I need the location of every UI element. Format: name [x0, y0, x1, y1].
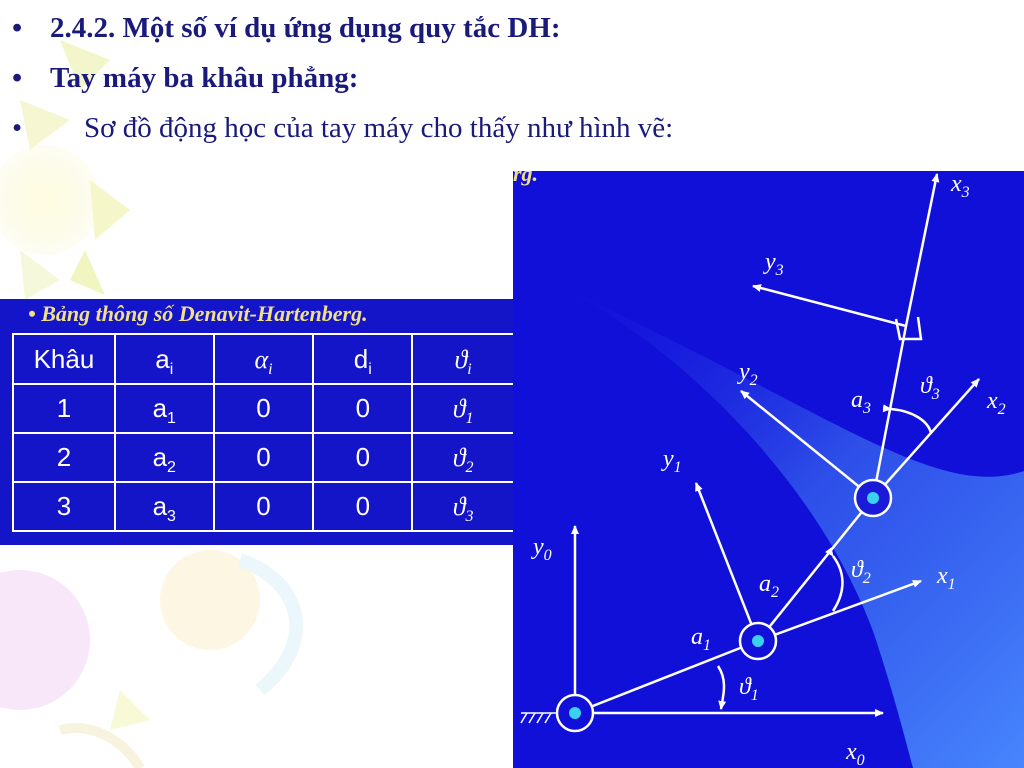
header-khau: Khâu [13, 334, 115, 384]
cell-khau: 2 [13, 433, 115, 482]
label-x0: $x_0$ [846, 739, 865, 768]
table-header-row [13, 334, 514, 384]
label-x3: $x_3$ [951, 171, 970, 201]
label-theta1: $ϑ_1$ [739, 674, 759, 704]
joint-base [557, 695, 593, 731]
kinematic-diagram [513, 171, 1024, 768]
cell-a: $a_3$ [115, 482, 214, 531]
bullet-marker: • [12, 62, 23, 94]
cell-d: 0 [313, 482, 412, 531]
label-y3: $y_3$ [765, 249, 784, 279]
label-a3: $a_3$ [851, 387, 871, 417]
dh-table-title: • Bảng thông số Denavit-Hartenberg. [28, 301, 368, 326]
label-x1: $x_1$ [937, 563, 956, 593]
cell-a: $a_1$ [115, 384, 214, 433]
cell-d: 0 [313, 433, 412, 482]
label-y0: $y_0$ [533, 534, 552, 564]
decorative-flower-bottom [0, 550, 296, 768]
cell-alpha: 0 [214, 384, 314, 433]
label-a1: $a_1$ [691, 624, 711, 654]
header-alpha: $\alpha_i$ [214, 334, 314, 384]
cropped-title-fragment: rg. [513, 171, 539, 186]
table-row [13, 384, 514, 433]
joint-1 [740, 623, 776, 659]
label-theta3: $ϑ_3$ [920, 373, 940, 403]
cell-khau: 1 [13, 384, 115, 433]
cell-theta: $ϑ_3$ [412, 482, 514, 531]
table-row [13, 482, 514, 531]
cell-alpha: 0 [214, 433, 314, 482]
joint-2 [855, 480, 891, 516]
label-y2: $y_2$ [739, 359, 758, 389]
table-row [13, 433, 514, 482]
header-a: $a_i$ [115, 334, 214, 384]
cell-theta: $ϑ_1$ [412, 384, 514, 433]
cell-a: $a_2$ [115, 433, 214, 482]
label-theta2: $ϑ_2$ [851, 557, 871, 587]
dh-table-panel [0, 299, 515, 545]
label-a2: $a_2$ [759, 571, 779, 601]
dh-parameter-table [12, 333, 515, 532]
bullet-marker: • [12, 12, 23, 44]
label-x2: $x_2$ [987, 388, 1006, 418]
description-text: Sơ đồ động học của tay máy cho thấy như hình vẽ: [84, 112, 674, 144]
cell-alpha: 0 [214, 482, 314, 531]
section-heading: 2.4.2. Một số ví dụ ứng dụng quy tắc DH: [50, 12, 561, 44]
cell-khau: 3 [13, 482, 115, 531]
header-d: $d_i$ [313, 334, 412, 384]
cell-theta: $ϑ_2$ [412, 433, 514, 482]
bullet-marker: • [12, 112, 23, 144]
header-theta: $ϑ_i$ [412, 334, 514, 384]
subsection-heading: Tay máy ba khâu phẳng: [50, 62, 359, 94]
cell-d: 0 [313, 384, 412, 433]
label-y1: $y_1$ [663, 446, 682, 476]
